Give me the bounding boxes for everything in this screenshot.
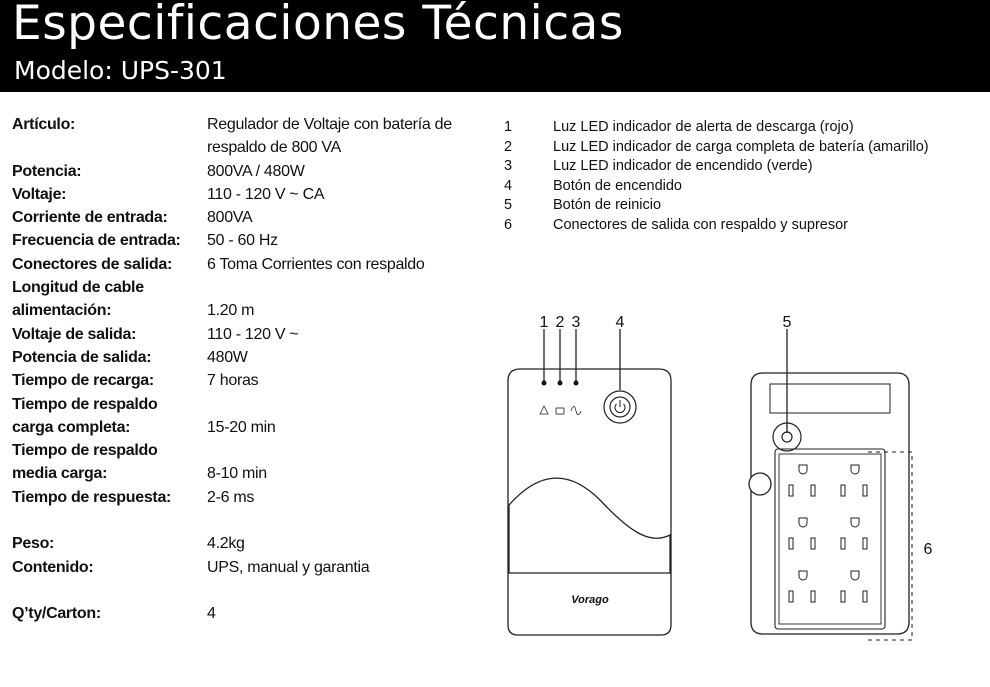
spec-label-line: Potencia de salida: <box>12 348 152 366</box>
spec-label-line: Tiempo de respaldo <box>12 395 158 413</box>
spec-value-line: 1.20 m <box>207 302 255 320</box>
spec-label-line: Tiempo de recarga: <box>12 372 154 390</box>
outlet <box>841 571 867 602</box>
front-wave <box>509 478 670 573</box>
spec-value-line: Regulador de Voltaje con batería de <box>207 116 452 133</box>
spec-value-line: 800VA <box>207 209 253 227</box>
legend-text: Luz LED indicador de alerta de descarga (rojo) <box>553 119 854 135</box>
spec-value-line: respaldo de 800 VA <box>207 139 341 157</box>
page-title: Especificaciones Técnicas <box>12 0 624 51</box>
callout-number: 4 <box>615 314 625 331</box>
spec-value-line: 480W <box>207 348 248 366</box>
legend-text: Luz LED indicador de carga completa de batería (amarillo) <box>553 138 929 155</box>
spec-label-line: media carga: <box>12 465 108 483</box>
spec-label-line: Contenido: <box>12 558 94 576</box>
callout-number: 5 <box>782 314 792 331</box>
spec-value-line: 110 - 120 V ~ <box>207 325 299 343</box>
spec-value-line: 800VA / 480W <box>207 162 305 180</box>
callout-number: 6 <box>923 541 933 558</box>
spec-label-line: Potencia: <box>12 162 82 180</box>
legend-number: 3 <box>504 158 513 175</box>
legend-text: Botón de reinicio <box>553 197 662 214</box>
callout-number: 1 <box>539 314 549 331</box>
spec-value-line: 2-6 ms <box>207 488 255 506</box>
ups-back-view <box>749 329 909 634</box>
callout-number: 2 <box>555 314 565 331</box>
spec-value-line: 50 - 60 Hz <box>207 232 278 250</box>
spec-value-line: 8-10 min <box>207 465 267 483</box>
legend-text: Luz LED indicador de encendido (verde) <box>553 158 813 175</box>
spec-label-line: Peso: <box>12 535 55 553</box>
spec-value-line: 7 horas <box>207 372 259 390</box>
legend-text: Conectores de salida con respaldo y supresor <box>553 216 848 233</box>
spec-value-line: 4 <box>207 605 216 623</box>
spec-value-line: 15-20 min <box>207 418 276 436</box>
callout-number: 3 <box>571 314 581 331</box>
outlet <box>789 571 815 602</box>
outlets-bracket <box>868 452 912 640</box>
led-battery-full <box>558 381 563 386</box>
spec-label-line: carga completa: <box>12 418 131 436</box>
spec-label-line: Conectores de salida: <box>12 255 172 273</box>
spec-value-line: UPS, manual y garantia <box>207 558 370 576</box>
battery-icon <box>556 408 564 414</box>
spec-value-line: 4.2kg <box>207 535 245 553</box>
spec-label-line: Voltaje de salida: <box>12 325 137 343</box>
spec-label-line: alimentación: <box>12 302 112 320</box>
spec-value-line: 6 Toma Corrientes con respaldo <box>207 255 425 273</box>
spec-label-line: Voltaje: <box>12 185 67 203</box>
spec-label-line: Frecuencia de entrada: <box>12 232 181 250</box>
spec-label-line: Q’ty/Carton: <box>12 605 101 623</box>
output-outlets <box>789 465 867 602</box>
spec-label-line: Corriente de entrada: <box>12 209 168 227</box>
side-port <box>749 473 771 495</box>
outlet <box>789 518 815 549</box>
front-leds <box>542 381 579 386</box>
spec-label-line: Tiempo de respaldo <box>12 442 158 460</box>
led-power-on <box>574 381 579 386</box>
outlet <box>841 518 867 549</box>
legend-number: 4 <box>504 177 513 194</box>
ups-front-view <box>508 329 671 635</box>
model-subtitle: Modelo: UPS-301 <box>14 56 227 85</box>
legend-text: Botón de encendido <box>553 177 682 194</box>
outlet <box>841 465 867 496</box>
legend-number: 2 <box>504 138 513 155</box>
led-discharge-alert <box>542 381 547 386</box>
spec-value-line: 110 - 120 V ~ CA <box>207 185 325 203</box>
ac-wave-icon <box>571 407 581 415</box>
brand-logo: Vorago <box>571 594 609 606</box>
spec-label-line: Artículo: <box>12 116 76 133</box>
legend-number: 1 <box>504 119 513 135</box>
spec-label-line: Longitud de cable <box>12 279 144 297</box>
spec-label-line: Tiempo de respuesta: <box>12 488 172 506</box>
power-icon <box>615 400 625 413</box>
legend-number: 6 <box>504 216 513 233</box>
outlet <box>789 465 815 496</box>
legend-number: 5 <box>504 197 513 214</box>
warning-icon <box>540 406 548 414</box>
